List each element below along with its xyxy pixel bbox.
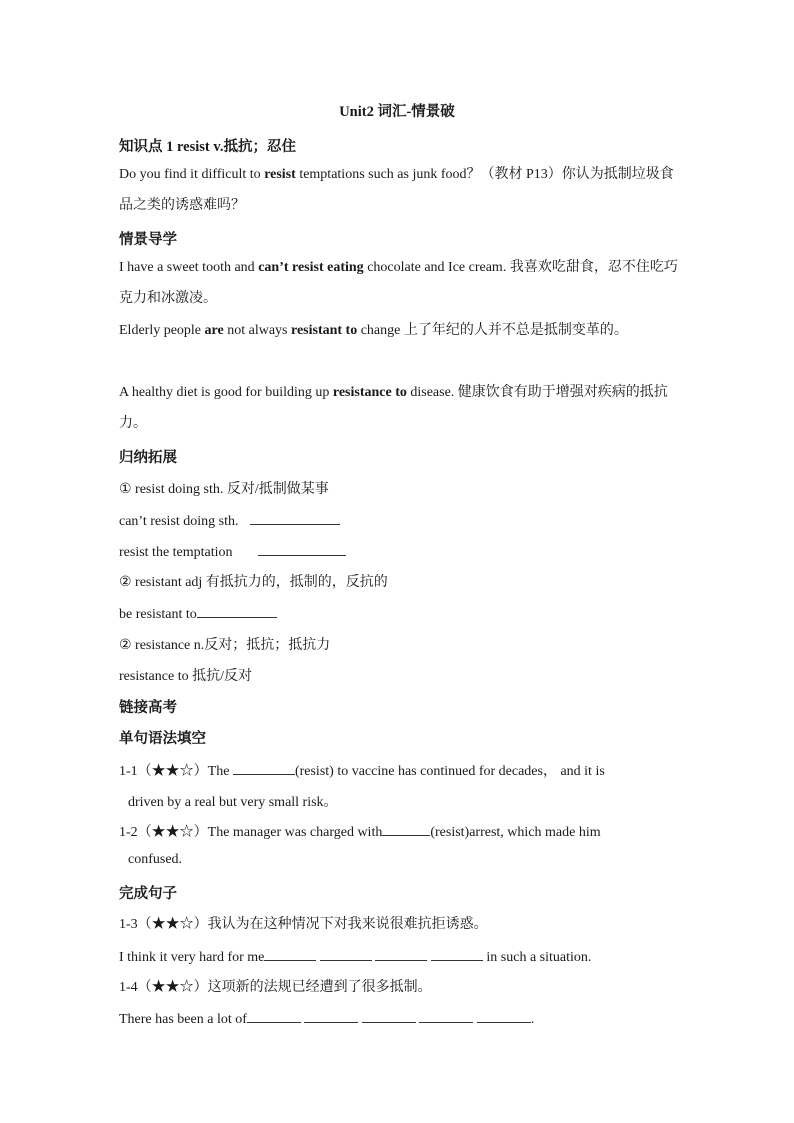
scene-sentence-3 xyxy=(119,377,679,439)
answer-blank[interactable] xyxy=(382,821,430,836)
question-1-4-text: There has been a lot of xyxy=(119,1012,247,1027)
scene2-text-a: Elderly people xyxy=(119,323,205,338)
summary-item-6: ② resistance n.反对；抵抗；抵抗力 xyxy=(119,638,331,653)
summary-item-2 xyxy=(119,510,679,530)
scene1-bold: can’t resist eating xyxy=(258,260,364,275)
complete-sentence-heading: 完成句子 xyxy=(119,886,177,902)
summary-item-5 xyxy=(119,603,679,623)
summary-item-5-text: be resistant to xyxy=(119,607,197,622)
question-1-2-text: (resist)arrest, which made him xyxy=(430,825,601,840)
question-1-1 xyxy=(119,760,679,780)
scene2-text-c: not always xyxy=(223,323,291,338)
scene-sentence-2 xyxy=(119,315,679,346)
scene3-text-a: A healthy diet is good for building up xyxy=(119,385,333,400)
scene-heading: 情景导学 xyxy=(119,232,177,248)
answer-blank[interactable] xyxy=(419,1008,473,1023)
scene3-bold: resistance to xyxy=(332,385,407,400)
answer-blank[interactable] xyxy=(431,946,483,961)
answer-blank[interactable] xyxy=(250,510,340,525)
question-1-1-text: (resist) to vaccine has continued for decades， and it is xyxy=(294,764,605,779)
summary-item-3-text: resist the temptation xyxy=(119,545,233,560)
summary-item-1: ① resist doing sth. 反对/抵制做某事 xyxy=(119,482,329,497)
question-1-3-prompt: 1-3（★★☆）我认为在这种情况下对我来说很难抗拒诱惑。 xyxy=(119,917,488,932)
example-text: Do you find it difficult to xyxy=(119,167,265,182)
answer-blank[interactable] xyxy=(375,946,427,961)
answer-blank[interactable] xyxy=(233,760,295,775)
grammar-fill-heading: 单句语法填空 xyxy=(119,731,206,747)
question-1-2-cont: confused. xyxy=(128,852,183,867)
answer-blank[interactable] xyxy=(247,1008,301,1023)
knowledge-point-heading: 知识点 1 resist v.抵抗；忍住 xyxy=(119,139,296,155)
answer-blank[interactable] xyxy=(320,946,372,961)
example-text-cont: temptations such as junk food？（教材 P13）你认为抵制垃圾食品之类的诱惑难吗？ xyxy=(119,167,674,213)
question-1-2-prefix: 1-2（★★☆）The manager was charged with xyxy=(119,825,383,840)
page-title: Unit2 词汇-情景破 xyxy=(339,104,455,120)
question-1-4 xyxy=(119,1008,679,1028)
summary-item-4: ② resistant adj 有抵抗力的，抵制的，反抗的 xyxy=(119,575,388,590)
scene1-text-a: I have a sweet tooth and xyxy=(119,260,259,275)
question-1-3 xyxy=(119,946,679,966)
scene1-text-c: chocolate and Ice cream. 我喜欢吃甜食，忍不住吃巧克力和冰激凌。 xyxy=(119,260,678,306)
answer-blank[interactable] xyxy=(258,541,346,556)
answer-blank[interactable] xyxy=(264,946,316,961)
link-exam-heading: 链接高考 xyxy=(119,700,177,716)
summary-item-7: resistance to 抵抗/反对 xyxy=(119,669,252,684)
question-1-2 xyxy=(119,821,679,841)
scene2-text-e: change 上了年纪的人并不总是抵制变革的。 xyxy=(357,323,628,338)
question-1-4-prompt: 1-4（★★☆）这项新的法规已经遭到了很多抵制。 xyxy=(119,980,432,995)
summary-heading: 归纳拓展 xyxy=(119,450,177,466)
summary-item-3 xyxy=(119,541,679,561)
question-1-1-prefix: 1-1（★★☆）The xyxy=(119,764,233,779)
textbook-example xyxy=(119,159,679,221)
answer-blank[interactable] xyxy=(362,1008,416,1023)
scene2-bold-1: are xyxy=(204,323,224,338)
example-bold: resist xyxy=(264,167,296,182)
question-1-3-text: I think it very hard for me xyxy=(119,950,265,965)
answer-blank[interactable] xyxy=(477,1008,531,1023)
summary-item-2-text: can’t resist doing sth. xyxy=(119,514,239,529)
question-1-4-suffix: . xyxy=(530,1012,535,1027)
scene3-text-c: disease. 健康饮食有助于增强对疾病的抵抗力。 xyxy=(119,385,668,431)
scene-sentence-1 xyxy=(119,252,679,314)
answer-blank[interactable] xyxy=(304,1008,358,1023)
answer-blank[interactable] xyxy=(197,603,277,618)
scene2-bold-2: resistant to xyxy=(290,323,358,338)
question-1-1-cont: driven by a real but very small risk。 xyxy=(128,795,338,810)
question-1-3-suffix: in such a situation. xyxy=(482,950,592,965)
